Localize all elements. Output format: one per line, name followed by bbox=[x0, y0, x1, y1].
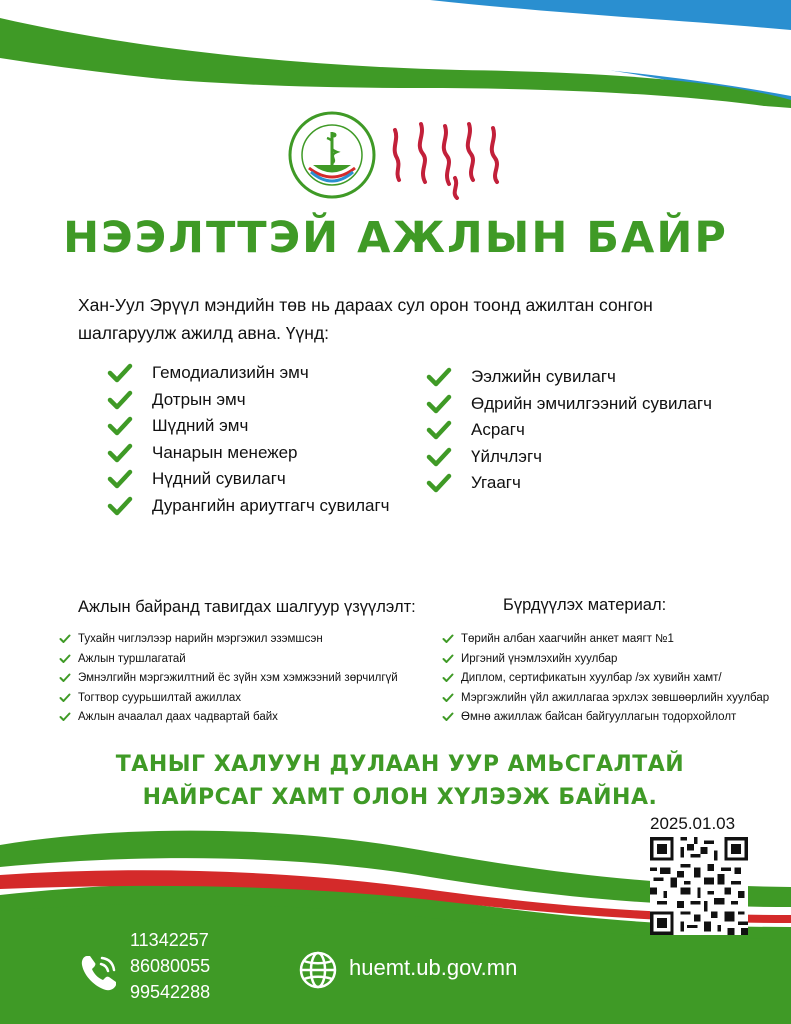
position-label: Угаагч bbox=[471, 473, 521, 492]
list-item bbox=[461, 633, 769, 653]
position-label: Гемодиализийн эмч bbox=[152, 363, 309, 382]
intro-text: Хан-Уул Эрүүл мэндийн төв нь дараах сул орон тоонд ажилтан сонгон шалгаруулж ажилд авна. Үүнд: bbox=[78, 295, 653, 343]
list-item bbox=[152, 496, 390, 523]
qr-code-icon[interactable] bbox=[650, 837, 748, 935]
mongolian-script-icon bbox=[385, 110, 525, 200]
top-wave-decoration bbox=[0, 0, 791, 110]
list-item bbox=[152, 363, 390, 390]
check-icon bbox=[426, 366, 452, 388]
check-icon bbox=[59, 712, 71, 722]
position-label: Дурангийн ариутгагч сувилагч bbox=[152, 495, 390, 515]
material-label: Иргэний үнэмлэхийн хуулбар bbox=[461, 652, 618, 665]
list-item bbox=[78, 692, 398, 712]
positions-list-right bbox=[471, 367, 712, 500]
website-link[interactable]: huemt.ub.gov.mn bbox=[349, 955, 518, 980]
list-item bbox=[461, 672, 769, 692]
organization-logo bbox=[287, 110, 377, 200]
check-icon bbox=[426, 419, 452, 441]
requirement-label: Эмнэлгийн мэргэжилтний ёс зүйн хэм хэмжээний зөрчилгүй bbox=[78, 672, 398, 684]
list-item bbox=[471, 447, 712, 474]
position-label: Ээлжийн сувилагч bbox=[471, 367, 616, 386]
check-icon bbox=[442, 654, 454, 664]
check-icon bbox=[107, 468, 133, 490]
requirement-label: Ажлын туршлагатай bbox=[78, 652, 186, 665]
requirements-list bbox=[78, 633, 398, 731]
phone-number[interactable]: 99542288 bbox=[130, 982, 211, 1002]
check-icon bbox=[442, 693, 454, 703]
check-icon bbox=[59, 654, 71, 664]
position-label: Асрагч bbox=[471, 420, 525, 439]
requirement-label: Ажлын ачаалал даах чадвартай байх bbox=[78, 711, 278, 723]
check-icon bbox=[442, 634, 454, 644]
check-icon bbox=[59, 693, 71, 703]
list-item bbox=[152, 416, 390, 443]
check-icon bbox=[59, 634, 71, 644]
material-label: Мэргэжлийн үйл ажиллагаа эрхлэх зөвшөөрлийн хуулбар bbox=[461, 691, 770, 704]
list-item bbox=[461, 711, 769, 731]
check-icon bbox=[107, 389, 133, 411]
position-label: Чанарын менежер bbox=[152, 442, 298, 462]
check-icon bbox=[426, 446, 452, 468]
check-icon bbox=[426, 393, 452, 415]
list-item bbox=[78, 633, 398, 653]
position-label: Нүдний сувилагч bbox=[152, 469, 286, 488]
list-item bbox=[461, 653, 769, 673]
check-icon bbox=[107, 415, 133, 437]
position-label: Үйлчлэгч bbox=[471, 446, 543, 466]
materials-heading: Бүрдүүлэх материал: bbox=[503, 596, 667, 614]
requirement-label: Тогтвор суурьшилтай ажиллах bbox=[78, 691, 242, 704]
check-icon bbox=[107, 495, 133, 517]
materials-list bbox=[461, 633, 769, 731]
list-item bbox=[471, 473, 712, 500]
list-item bbox=[471, 394, 712, 421]
list-item bbox=[471, 420, 712, 447]
phone-icon bbox=[78, 952, 120, 994]
positions-list-left bbox=[152, 363, 390, 522]
list-item bbox=[471, 367, 712, 394]
check-icon bbox=[426, 472, 452, 494]
slogan-line-1: ТАНЫГ ХАЛУУН ДУЛААН УУР АМЬСГАЛТАЙ bbox=[115, 752, 685, 777]
list-item bbox=[152, 390, 390, 417]
list-item bbox=[78, 653, 398, 673]
phone-number[interactable]: 86080055 bbox=[130, 956, 211, 976]
list-item bbox=[78, 672, 398, 692]
check-icon bbox=[107, 442, 133, 464]
phone-numbers bbox=[130, 927, 210, 1005]
check-icon bbox=[107, 362, 133, 384]
check-icon bbox=[442, 673, 454, 683]
globe-icon bbox=[298, 950, 338, 990]
list-item bbox=[152, 469, 390, 496]
material-label: Диплом, сертификатын хуулбар /эх хувийн хамт/ bbox=[461, 672, 722, 684]
check-icon bbox=[59, 673, 71, 683]
requirements-heading: Ажлын байранд тавигдах шалгуур үзүүлэлт: bbox=[78, 598, 416, 616]
material-label: Өмнө ажиллаж байсан байгууллагын тодорхойлолт bbox=[461, 711, 737, 723]
list-item bbox=[78, 711, 398, 731]
material-label: Төрийн албан хаагчийн анкет маягт №1 bbox=[461, 633, 674, 645]
list-item bbox=[152, 443, 390, 470]
phone-number[interactable]: 11342257 bbox=[130, 930, 209, 950]
requirement-label: Тухайн чиглэлээр нарийн мэргэжил эзэмшсэн bbox=[78, 633, 323, 645]
position-label: Өдрийн эмчилгээний сувилагч bbox=[471, 393, 712, 413]
position-label: Шүдний эмч bbox=[152, 416, 249, 435]
list-item bbox=[461, 692, 769, 712]
check-icon bbox=[442, 712, 454, 722]
post-date: 2025.01.03 bbox=[650, 814, 736, 833]
position-label: Дотрын эмч bbox=[152, 389, 246, 409]
page-title: НЭЭЛТТЭЙ АЖЛЫН БАЙР bbox=[63, 213, 728, 263]
slogan-line-2: НАЙРСАГ ХАМТ ОЛОН ХҮЛЭЭЖ БАЙНА. bbox=[142, 785, 658, 810]
